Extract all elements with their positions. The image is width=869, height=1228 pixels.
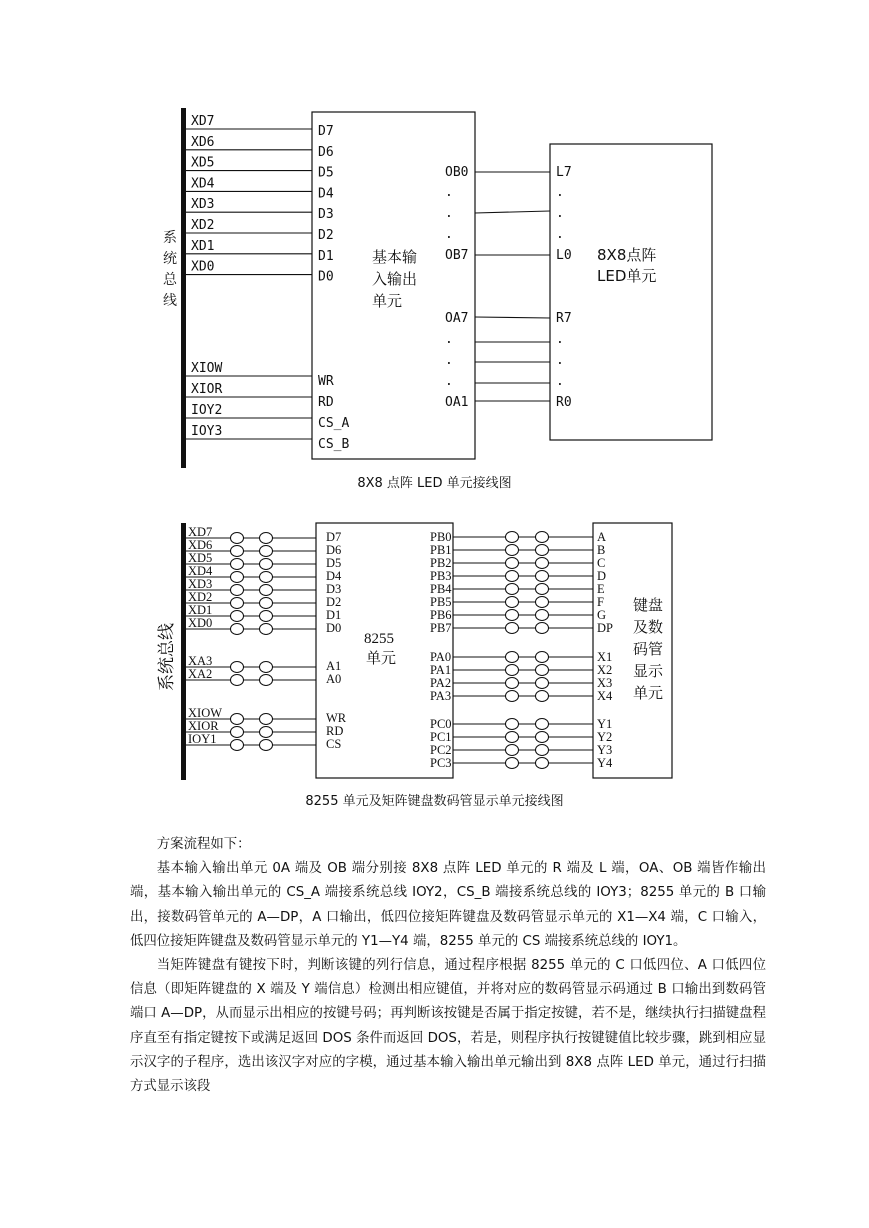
bus-line-label: XD5	[188, 551, 213, 565]
connector-jack	[260, 598, 273, 609]
connector-jack	[536, 545, 549, 556]
connector-jack	[260, 585, 273, 596]
unit-pin-label: G	[597, 608, 607, 622]
connector-jack	[231, 559, 244, 570]
bus-line-label: XD6	[188, 538, 213, 552]
io-ctrl-pin-label: WR	[318, 374, 334, 389]
connector-jack	[231, 598, 244, 609]
unit-pin-label: D	[597, 569, 607, 583]
bus-line-label: XD0	[191, 259, 215, 275]
connector-jack	[506, 719, 519, 730]
port-pin-label: PB5	[430, 595, 452, 609]
unit-pin-label: X2	[597, 663, 613, 677]
bus-line-label: XD7	[188, 525, 213, 539]
bus-label-char: 线	[163, 293, 177, 309]
unit-pin-label: A	[597, 530, 607, 544]
connector-jack	[506, 758, 519, 769]
bus-label-char: 统	[163, 251, 177, 267]
connector-jack	[536, 719, 549, 730]
bus-line-label: XD4	[191, 176, 215, 192]
connector-jack	[506, 597, 519, 608]
led-r-pin-label: .	[556, 374, 564, 389]
connector-jack	[506, 652, 519, 663]
chip-pin-label: D3	[326, 582, 342, 596]
unit-pin-label: DP	[597, 621, 613, 635]
unit-pin-label: X1	[597, 650, 613, 664]
bus-line-label: XD3	[188, 577, 213, 591]
connector-jack	[536, 678, 549, 689]
connector-jack	[231, 611, 244, 622]
basic-io-unit-label: 单元	[372, 292, 403, 310]
port-pin-label: PC2	[430, 743, 452, 757]
led-r-pin-label: R7	[556, 311, 572, 326]
figure-caption: 8X8 点阵 LED 单元接线图	[357, 476, 512, 491]
oa-pin-label: .	[445, 332, 453, 347]
keyboard-display-unit-label: 码管	[633, 640, 664, 658]
chip-pin-label: A0	[326, 672, 342, 686]
io-ctrl-pin-label: CS_A	[318, 416, 350, 431]
port-pin-label: PA1	[430, 663, 452, 677]
bus-line-label: XA3	[188, 654, 213, 668]
connector-jack	[231, 572, 244, 583]
io-ctrl-pin-label: CS_B	[318, 437, 350, 452]
bus-line-label: XD2	[191, 218, 215, 233]
connector-jack	[231, 714, 244, 725]
connector-jack	[231, 727, 244, 738]
oa-pin-label: .	[445, 374, 453, 389]
paragraph: 当矩阵键盘有键按下时，判断该键的列行信息，通过程序根据 8255 单元的 C 口低四位、A 口低四位信息（即矩阵键盘的 X 端及 Y 端信息）检测出相应键值，并将对应的数码管显示码通过 B 口输出到数码管端口 A—DP，从而显示出相应的按键号码；再判断该按键是否属于指定按键，若不是，继续执行扫描键盘程序直至有指定键按下或满足返回 DOS 条件而返回 DOS，若是，则程序执行按键键值比较步骤，跳到相应显示汉字的子程序，选出该汉字对应的字模，通过基本输入输出单元输出到 8X8 点阵 LED 单元，通过行扫描方式显示该段	[130, 958, 766, 1095]
io-data-pin-label: D7	[318, 124, 334, 139]
connector-jack	[506, 571, 519, 582]
connector-jack	[260, 714, 273, 725]
connector-jack	[506, 545, 519, 556]
io-data-pin-label: D2	[318, 228, 334, 243]
connector-jack	[506, 584, 519, 595]
unit-pin-label: F	[597, 595, 604, 609]
connector-jack	[231, 662, 244, 673]
led-r-pin-label: .	[556, 332, 564, 347]
connector-jack	[260, 572, 273, 583]
connector-jack	[536, 597, 549, 608]
unit-pin-label: Y2	[597, 730, 613, 744]
connector-jack	[536, 665, 549, 676]
led-l-pin-label: L0	[556, 248, 572, 263]
connector-jack	[536, 571, 549, 582]
connector-jack	[506, 558, 519, 569]
port-pin-label: PB4	[430, 582, 452, 596]
unit-pin-label: C	[597, 556, 606, 570]
unit-pin-label: Y4	[597, 756, 613, 770]
connector-jack	[506, 732, 519, 743]
bus-line-label: IOY1	[188, 732, 217, 746]
connector-jack	[506, 610, 519, 621]
connector-jack	[260, 546, 273, 557]
io-data-pin-label: D0	[318, 269, 334, 285]
bus-label-char: 总	[163, 272, 177, 288]
led-r-pin-label: .	[556, 353, 564, 368]
port-pin-label: PB3	[430, 569, 452, 583]
keyboard-display-unit-label: 及数	[633, 618, 664, 636]
bus-label: 系统总线	[157, 623, 177, 691]
connector-jack	[260, 740, 273, 751]
connector-jack	[260, 533, 273, 544]
ob-pin-label: .	[445, 185, 453, 200]
bus-line-label: XD7	[191, 114, 215, 129]
unit-pin-label: B	[597, 543, 606, 557]
chip-pin-label: A1	[326, 659, 342, 673]
io-data-pin-label: D5	[318, 165, 334, 181]
body-text	[130, 833, 766, 1099]
bus-line-label: XD2	[188, 590, 213, 604]
oa-pin-label: OA7	[445, 311, 469, 326]
connector-jack	[231, 546, 244, 557]
connector-jack	[506, 691, 519, 702]
port-pin-label: PB6	[430, 608, 452, 622]
ob-l-wire	[475, 211, 550, 213]
led-l-pin-label: L7	[556, 165, 572, 180]
ob-pin-label: .	[445, 227, 453, 242]
connector-jack	[506, 532, 519, 543]
chip-pin-label: D5	[326, 556, 342, 570]
unit-pin-label: X3	[597, 676, 613, 690]
port-pin-label: PA2	[430, 676, 452, 690]
connector-jack	[536, 691, 549, 702]
bus-line-label: XIOR	[188, 719, 219, 733]
connector-jack	[231, 585, 244, 596]
chip-pin-label: D7	[326, 530, 342, 544]
connector-jack	[536, 745, 549, 756]
io-data-pin-label: D3	[318, 207, 334, 223]
chip-pin-label: D1	[326, 608, 342, 622]
port-pin-label: PC0	[430, 717, 452, 731]
chip-pin-label: RD	[326, 724, 344, 738]
connector-jack	[536, 610, 549, 621]
connector-jack	[260, 624, 273, 635]
connector-jack	[536, 758, 549, 769]
figure-caption: 8255 单元及矩阵键盘数码管显示单元接线图	[305, 794, 564, 809]
led-wiring-diagram	[0, 0, 869, 470]
basic-io-unit-label: 基本输	[372, 248, 418, 266]
bus-line-label: IOY2	[191, 403, 223, 418]
port-pin-label: PC1	[430, 730, 452, 744]
system-bus-bar	[181, 523, 186, 780]
chip-pin-label: WR	[326, 711, 347, 725]
port-pin-label: PB7	[430, 621, 452, 635]
connector-jack	[536, 652, 549, 663]
connector-jack	[260, 675, 273, 686]
connector-jack	[536, 623, 549, 634]
bus-line-label: IOY3	[191, 424, 223, 439]
led-r-pin-label: R0	[556, 395, 572, 410]
connector-jack	[536, 558, 549, 569]
port-pin-label: PB2	[430, 556, 452, 570]
led-matrix-unit-label: LED单元	[597, 267, 657, 285]
connector-jack	[536, 732, 549, 743]
connector-jack	[231, 675, 244, 686]
paragraph: 基本输入输出单元 0A 端及 OB 端分别接 8X8 点阵 LED 单元的 R 端及 L 端，OA、OB 端皆作输出端，基本输入输出单元的 CS_A 端接系统总线 IOY2，CS_B 端接系统总线的 IOY3；8255 单元的 B 口输出，接数码管单元的 A—DP，A 口输出，低四位接矩阵键盘及数码管显示单元的 X1—X4 端，C 口输入，低四位接矩阵键盘及数码管显示单元的 Y1—Y4 端，8255 单元的 CS 端接系统总线的 IOY1。	[130, 861, 766, 949]
io-data-pin-label: D1	[318, 248, 334, 264]
bus-line-label: XA2	[188, 667, 213, 681]
io-ctrl-pin-label: RD	[318, 395, 334, 410]
io-data-pin-label: D6	[318, 144, 334, 160]
connector-jack	[260, 727, 273, 738]
ob-pin-label: .	[445, 206, 453, 221]
connector-jack	[231, 740, 244, 751]
oa-r-wire	[475, 317, 550, 318]
bus-line-label: XD5	[191, 155, 215, 171]
bus-line-label: XIOW	[191, 361, 223, 376]
bus-line-label: XD3	[191, 197, 215, 213]
system-bus-bar	[181, 108, 186, 468]
8255-unit-label: 8255	[364, 631, 394, 647]
intro-line: 方案流程如下：	[156, 837, 251, 852]
port-pin-label: PA0	[430, 650, 452, 664]
led-l-pin-label: .	[556, 227, 564, 242]
oa-pin-label: OA1	[445, 395, 469, 410]
led-l-pin-label: .	[556, 206, 564, 221]
port-pin-label: PB1	[430, 543, 452, 557]
connector-jack	[260, 662, 273, 673]
connector-jack	[231, 624, 244, 635]
keyboard-display-unit-label: 单元	[633, 684, 664, 702]
ob-pin-label: OB0	[445, 165, 469, 180]
unit-pin-label: X4	[597, 689, 613, 703]
bus-line-label: XIOW	[188, 706, 223, 720]
basic-io-unit-label: 入输出	[372, 270, 418, 288]
connector-jack	[506, 745, 519, 756]
bus-label-char: 系	[163, 230, 177, 246]
chip-pin-label: D4	[326, 569, 342, 583]
connector-jack	[536, 584, 549, 595]
chip-pin-label: D2	[326, 595, 342, 609]
chip-pin-label: D6	[326, 543, 342, 557]
port-pin-label: PA3	[430, 689, 452, 703]
unit-pin-label: E	[597, 582, 605, 596]
port-pin-label: PB0	[430, 530, 452, 544]
led-l-pin-label: .	[556, 185, 564, 200]
bus-line-label: XD4	[188, 564, 213, 578]
connector-jack	[231, 533, 244, 544]
bus-line-label: XD6	[191, 134, 215, 150]
chip-pin-label: CS	[326, 737, 342, 751]
chip-pin-label: D0	[326, 621, 342, 635]
keyboard-display-unit-label: 显示	[633, 662, 664, 680]
oa-pin-label: .	[445, 353, 453, 368]
port-pin-label: PC3	[430, 756, 452, 770]
ob-pin-label: OB7	[445, 248, 469, 263]
connector-jack	[536, 532, 549, 543]
bus-line-label: XD1	[191, 238, 215, 254]
led-matrix-unit-label: 8X8点阵	[597, 246, 657, 264]
io-data-pin-label: D4	[318, 186, 334, 202]
8255-unit-label: 单元	[366, 649, 397, 667]
bus-line-label: XD0	[188, 616, 213, 630]
bus-line-label: XD1	[188, 603, 213, 617]
connector-jack	[260, 559, 273, 570]
connector-jack	[506, 678, 519, 689]
8255-keyboard-wiring-diagram	[0, 515, 869, 785]
unit-pin-label: Y1	[597, 717, 613, 731]
keyboard-display-unit-label: 键盘	[633, 596, 664, 614]
connector-jack	[506, 623, 519, 634]
led-matrix-unit-box	[550, 144, 712, 440]
connector-jack	[506, 665, 519, 676]
bus-line-label: XIOR	[191, 382, 223, 397]
unit-pin-label: Y3	[597, 743, 613, 757]
connector-jack	[260, 611, 273, 622]
